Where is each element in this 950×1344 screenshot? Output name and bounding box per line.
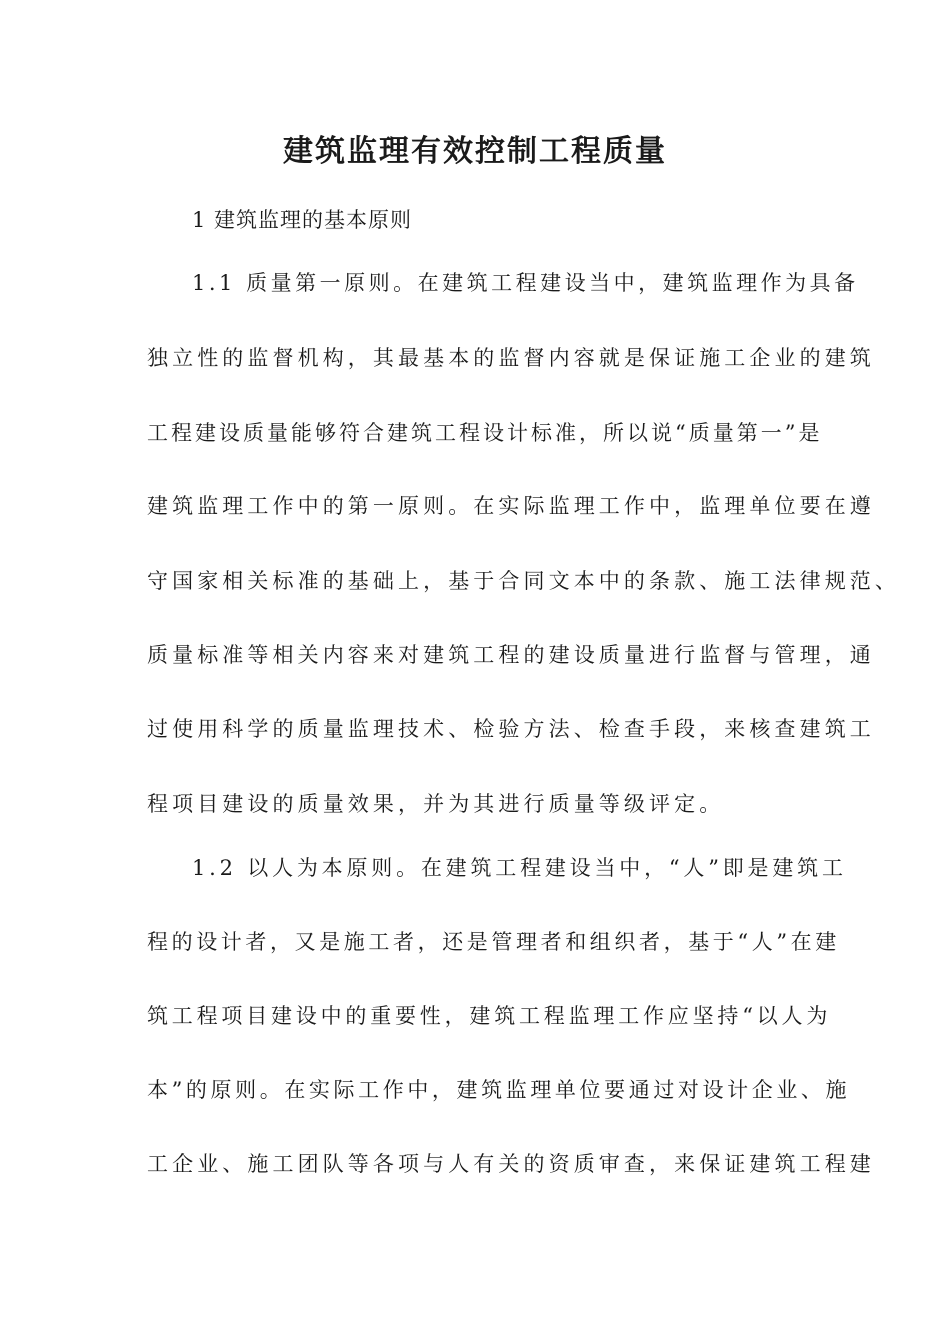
paragraph-2-line: 1.2 以人为本原则。在建筑工程建设当中，“人”即是建筑工 [192,856,847,880]
paragraph-1-line: 1.1 质量第一原则。在建筑工程建设当中，建筑监理作为具备 [192,271,859,295]
paragraph-2-line: 程的设计者，又是施工者，还是管理者和组织者，基于“人”在建 [147,930,840,954]
paragraph-1-line: 过使用科学的质量监理技术、检验方法、检查手段，来核查建筑工 [147,717,875,741]
document-title: 建筑监理有效控制工程质量 [283,134,667,169]
paragraph-1-line: 建筑监理工作中的第一原则。在实际监理工作中，监理单位要在遵 [147,494,875,518]
paragraph-1-line: 独立性的监督机构，其最基本的监督内容就是保证施工企业的建筑 [147,346,875,370]
paragraph-1-line: 守国家相关标准的基础上，基于合同文本中的条款、施工法律规范、 [147,569,900,593]
paragraph-2-line: 工企业、施工团队等各项与人有关的资质审查，来保证建筑工程建 [147,1152,875,1176]
paragraph-1-line: 程项目建设的质量效果，并为其进行质量等级评定。 [147,792,725,816]
section-heading: 1 建筑监理的基本原则 [192,208,413,232]
paragraph-2-line: 本”的原则。在实际工作中，建筑监理单位要通过对设计企业、施 [147,1078,851,1102]
paragraph-2-line: 筑工程项目建设中的重要性，建筑工程监理工作应坚持“以人为 [147,1004,832,1028]
paragraph-1-line: 工程建设质量能够符合建筑工程设计标准，所以说“质量第一”是 [147,421,823,445]
paragraph-1-line: 质量标准等相关内容来对建筑工程的建设质量进行监督与管理，通 [147,643,875,667]
